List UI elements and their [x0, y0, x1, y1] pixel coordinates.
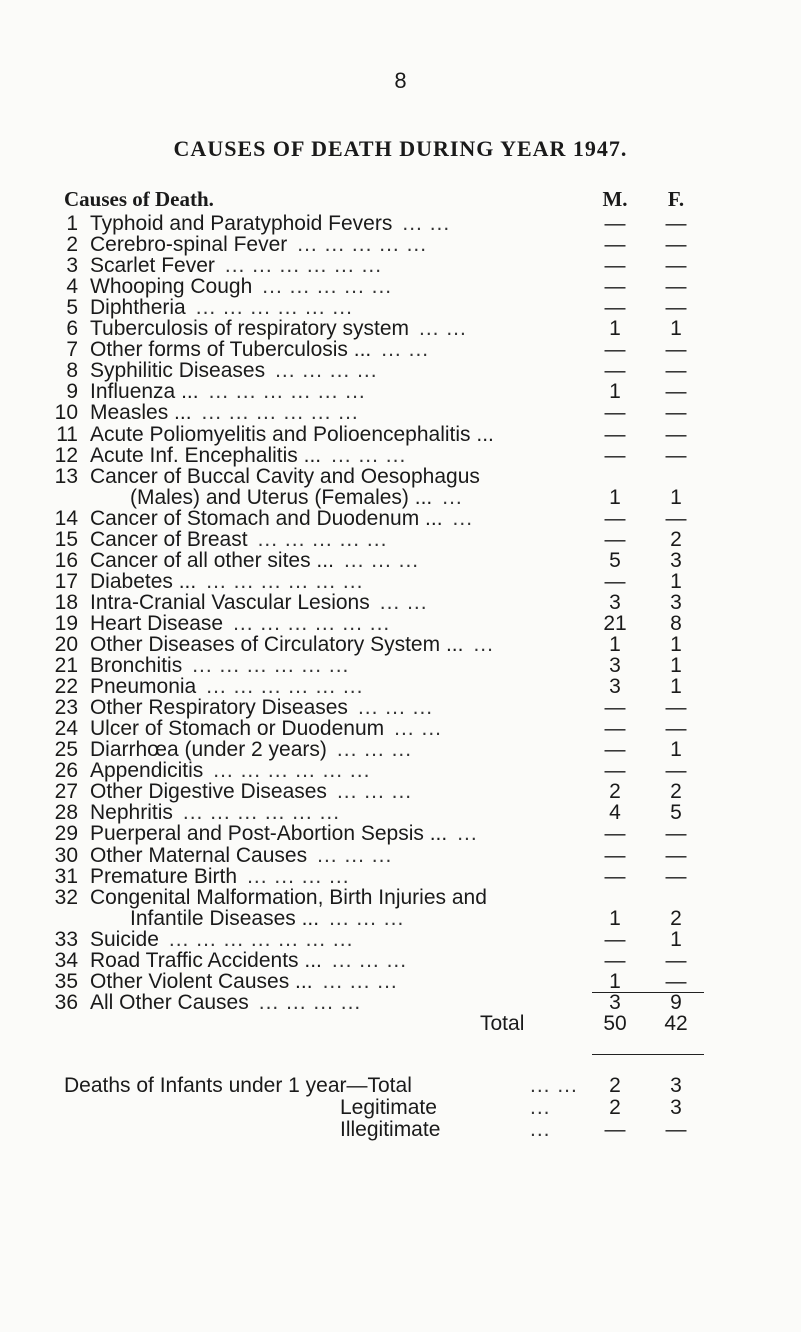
row-number: 32 — [54, 885, 78, 909]
cause-text: Premature Birth — [90, 864, 238, 888]
male-count: — — [604, 927, 626, 951]
female-count: 5 — [670, 801, 682, 825]
leader-dots: ... ... ... ... — [258, 990, 362, 1014]
female-count: 9 — [670, 990, 682, 1014]
leader-dots: ... ... ... ... ... ... — [182, 801, 341, 825]
row-number: 11 — [56, 422, 78, 446]
cause-text: Other Maternal Causes — [90, 843, 308, 867]
cause-text: Road Traffic Accidents ... — [90, 948, 322, 972]
row-number: 5 — [66, 296, 78, 320]
leader-dots: ... ... ... ... ... ... — [206, 675, 364, 699]
cause-text: All Other Causes — [90, 990, 249, 1014]
female-count: — — [665, 401, 687, 425]
infant-label-text: Legitimate — [340, 1096, 437, 1119]
female-count: — — [665, 338, 687, 362]
leader-dots: ... — [530, 1118, 551, 1141]
cause-text: Cancer of Breast — [90, 527, 248, 551]
total-rule-bottom — [592, 1054, 704, 1055]
infant-label-text: Illegitimate — [340, 1118, 441, 1141]
row-number: 34 — [54, 948, 78, 972]
male-count: 1 — [609, 317, 621, 341]
total-label: Total — [480, 1012, 525, 1035]
male-count: — — [604, 443, 626, 467]
row-number: 29 — [54, 822, 78, 846]
row-number: 10 — [54, 401, 78, 425]
female-count: 2 — [670, 527, 682, 551]
leader-dots: ... ... — [402, 212, 451, 235]
leader-dots: ... ... ... — [336, 780, 413, 804]
row-number: 36 — [54, 990, 78, 1014]
row-number: 1 — [66, 212, 78, 235]
male-count: — — [604, 506, 626, 530]
male-count: — — [604, 696, 626, 720]
male-count: — — [604, 275, 626, 299]
row-number: 33 — [54, 927, 78, 951]
leader-dots: ... ... — [379, 590, 428, 614]
row-number: 25 — [54, 738, 78, 762]
cause-text: Other Respiratory Diseases — [90, 696, 348, 720]
row-number: 35 — [54, 969, 78, 993]
female-count: 1 — [670, 485, 682, 509]
female-count: 3 — [670, 590, 682, 614]
male-count: — — [604, 717, 626, 741]
female-count: 1 — [670, 738, 682, 762]
cause-text: Pneumonia — [90, 675, 197, 699]
leader-dots: ... ... — [394, 717, 442, 741]
cause-text: Congenital Malformation, Birth Injuries and — [90, 885, 487, 909]
female-count: — — [665, 254, 687, 278]
cause-text: Intra-Cranial Vascular Lesions — [90, 590, 370, 614]
row-number: 3 — [66, 254, 78, 278]
row-number: 27 — [54, 780, 78, 804]
row-number: 13 — [54, 464, 78, 488]
cause-text: Other Digestive Diseases — [90, 780, 327, 804]
male-count: — — [604, 822, 626, 846]
female-count: 1 — [670, 927, 682, 951]
leader-dots: ... ... ... ... ... ... — [233, 611, 391, 635]
male-count: 1 — [609, 969, 621, 993]
row-number: 7 — [66, 338, 78, 362]
male-count: — — [604, 233, 626, 257]
female-count: — — [665, 822, 687, 846]
row-number: 4 — [66, 275, 78, 299]
row-number: 21 — [54, 654, 78, 678]
cause-text: Diabetes ... — [90, 569, 197, 593]
male-count: 3 — [609, 590, 621, 614]
cause-text: (Males) and Uterus (Females) ... — [130, 485, 433, 509]
male-count: 1 — [609, 633, 621, 656]
leader-dots: ... — [473, 633, 494, 656]
leader-dots: ... — [530, 1096, 551, 1119]
female-count: 2 — [670, 780, 682, 804]
leader-dots: ... ... ... ... — [247, 864, 350, 888]
female-count: — — [665, 212, 687, 235]
female-count: — — [665, 696, 687, 720]
male-count: — — [604, 759, 626, 783]
leader-dots: ... ... ... — [322, 969, 398, 993]
cause-text: Other forms of Tuberculosis ... — [90, 338, 372, 362]
leader-dots: ... ... ... ... ... ... — [208, 380, 366, 404]
female-count: — — [665, 296, 687, 320]
male-count: — — [604, 338, 626, 362]
cause-text: Suicide — [90, 927, 159, 951]
male-count: — — [604, 527, 626, 551]
male-count: — — [604, 254, 626, 278]
cause-text: Infantile Diseases ... — [130, 906, 320, 930]
female-count: 1 — [670, 675, 682, 699]
leader-dots: ... ... ... ... ... ... — [213, 759, 371, 783]
row-number: 2 — [66, 233, 78, 257]
cause-text: Acute Poliomyelitis and Polioencephalitis ... — [90, 422, 494, 446]
female-count: — — [665, 506, 687, 530]
row-number: 20 — [54, 633, 78, 656]
row-number: 23 — [54, 696, 78, 720]
female-count: — — [665, 759, 687, 783]
cause-text: Cancer of Stomach and Duodenum ... — [90, 506, 443, 530]
infant-label — [340, 1116, 551, 1144]
cause-text: Heart Disease — [90, 611, 224, 635]
row-number: 15 — [54, 527, 78, 551]
leader-dots: ... — [457, 822, 478, 846]
female-count: 3 — [670, 548, 682, 572]
cause-text: Diphtheria — [90, 296, 186, 320]
page-title: CAUSES OF DEATH DURING YEAR 1947. — [173, 136, 628, 161]
cause-text: Diarrhœa (under 2 years) — [90, 738, 327, 762]
male-count: — — [604, 296, 626, 320]
male-count: 3 — [609, 675, 621, 699]
cause-text: Acute Inf. Encephalitis ... — [90, 443, 322, 467]
male-count: 1 — [609, 380, 621, 404]
cause-text: Typhoid and Paratyphoid Fevers — [90, 212, 393, 235]
leader-dots: ... ... ... ... ... ... — [201, 401, 359, 425]
female-count: 1 — [670, 633, 682, 656]
leader-dots: ... ... ... ... ... — [262, 275, 393, 299]
row-number: 19 — [54, 611, 78, 635]
leader-dots: ... — [442, 485, 463, 509]
row-number: 16 — [54, 548, 78, 572]
female-count: 1 — [670, 569, 682, 593]
female-count: — — [665, 233, 687, 257]
cause-text: Measles ... — [90, 401, 192, 425]
row-number: 28 — [54, 801, 78, 825]
female-count: — — [665, 717, 687, 741]
leader-dots: ... ... ... ... ... ... — [206, 569, 364, 593]
leader-dots: ... ... ... ... ... — [297, 233, 428, 257]
male-count: — — [604, 359, 626, 383]
cause-text: Cerebro-spinal Fever — [90, 233, 288, 257]
female-count: 3 — [670, 1074, 682, 1097]
row-number: 31 — [54, 864, 78, 888]
infant-label-text: Deaths of Infants under 1 year—Total — [64, 1074, 412, 1097]
row-number: 30 — [54, 843, 78, 867]
cause-text: Cancer of all other sites ... — [90, 548, 334, 572]
leader-dots: ... ... — [381, 338, 430, 362]
female-count: — — [665, 380, 687, 404]
leader-dots: ... — [452, 506, 474, 530]
male-count: — — [604, 569, 626, 593]
male-count: — — [604, 401, 626, 425]
male-count: — — [604, 212, 626, 235]
leader-dots: ... ... ... — [317, 843, 393, 867]
female-count: — — [665, 422, 687, 446]
page-number: 8 — [394, 68, 407, 93]
row-number: 18 — [54, 590, 78, 614]
female-count: 2 — [670, 906, 682, 930]
leader-dots: ... ... ... — [357, 696, 434, 720]
leader-dots: ... ... ... ... ... ... — [195, 296, 353, 320]
cause-text: Tuberculosis of respiratory system — [90, 317, 409, 341]
leader-dots: ... ... ... — [331, 443, 407, 467]
leader-dots: ... ... ... ... ... ... ... — [168, 927, 354, 951]
leader-dots: ... ... ... — [336, 738, 413, 762]
leader-dots: ... ... — [419, 317, 467, 341]
cause-text: Influenza ... — [90, 380, 199, 404]
cause-text: Cancer of Buccal Cavity and Oesophagus — [90, 464, 480, 488]
leader-dots: ... ... ... — [329, 906, 405, 930]
cause-text: Whooping Cough — [90, 275, 253, 299]
female-count: — — [665, 864, 687, 888]
cause-text: Appendicitis — [90, 759, 204, 783]
male-count: — — [604, 843, 626, 867]
male-count: — — [604, 422, 626, 446]
cause-text: Bronchitis — [90, 654, 183, 678]
total-female: 42 — [664, 1012, 688, 1035]
male-count: 5 — [609, 548, 621, 572]
leader-dots: ... ... ... ... ... ... — [224, 254, 383, 278]
female-count: — — [665, 443, 687, 467]
cause-text: Other Violent Causes ... — [90, 969, 313, 993]
row-number: 9 — [66, 380, 78, 404]
leader-dots: ... ... ... ... ... — [257, 527, 388, 551]
leader-dots: ... ... ... ... — [275, 359, 378, 383]
row-number: 6 — [66, 317, 78, 341]
male-count: 1 — [609, 906, 621, 930]
total-rule-top — [592, 992, 704, 993]
female-count: — — [665, 1118, 687, 1141]
row-number: 8 — [66, 359, 78, 383]
male-count: — — [604, 948, 626, 972]
male-count: 3 — [609, 654, 621, 678]
header-female: F. — [667, 187, 685, 211]
row-number: 24 — [54, 717, 78, 741]
male-count: 4 — [609, 801, 621, 825]
total-male: 50 — [603, 1012, 627, 1035]
row-number: 26 — [54, 759, 78, 783]
cause-text: Nephritis — [90, 801, 173, 825]
female-count: 8 — [670, 611, 682, 635]
header-causes: Causes of Death. — [64, 187, 214, 211]
female-count: 1 — [670, 654, 682, 678]
female-count: — — [665, 969, 687, 993]
male-count: 3 — [609, 990, 621, 1014]
leader-dots: ... ... ... — [331, 948, 408, 972]
male-count: 21 — [603, 611, 627, 635]
male-count: 2 — [609, 1096, 621, 1119]
row-number: 22 — [54, 675, 78, 699]
female-count: 3 — [670, 1096, 682, 1119]
male-count: — — [604, 864, 626, 888]
female-count: — — [665, 948, 687, 972]
male-count: 2 — [609, 1074, 621, 1097]
cause-text: Syphilitic Diseases — [90, 359, 266, 383]
female-count: 1 — [670, 317, 682, 341]
male-count: — — [604, 1118, 626, 1141]
cause-name — [90, 989, 361, 1017]
leader-dots: ... ... ... — [343, 548, 420, 572]
header-male: M. — [602, 187, 628, 211]
female-count: — — [665, 843, 687, 867]
row-number: 12 — [54, 443, 78, 467]
cause-text: Other Diseases of Circulatory System ... — [90, 633, 464, 656]
male-count: — — [604, 738, 626, 762]
cause-text: Ulcer of Stomach or Duodenum — [90, 717, 385, 741]
row-number: 14 — [54, 506, 78, 530]
male-count: 1 — [609, 485, 621, 509]
row-number: 17 — [54, 569, 78, 593]
male-count: 2 — [609, 780, 621, 804]
cause-text: Scarlet Fever — [90, 254, 215, 278]
leader-dots: ... ... ... ... ... ... — [192, 654, 350, 678]
leader-dots: ... ... — [530, 1074, 578, 1097]
cause-text: Puerperal and Post-Abortion Sepsis ... — [90, 822, 448, 846]
female-count: — — [665, 359, 687, 383]
infant-row — [0, 1116, 801, 1144]
female-count: — — [665, 275, 687, 299]
